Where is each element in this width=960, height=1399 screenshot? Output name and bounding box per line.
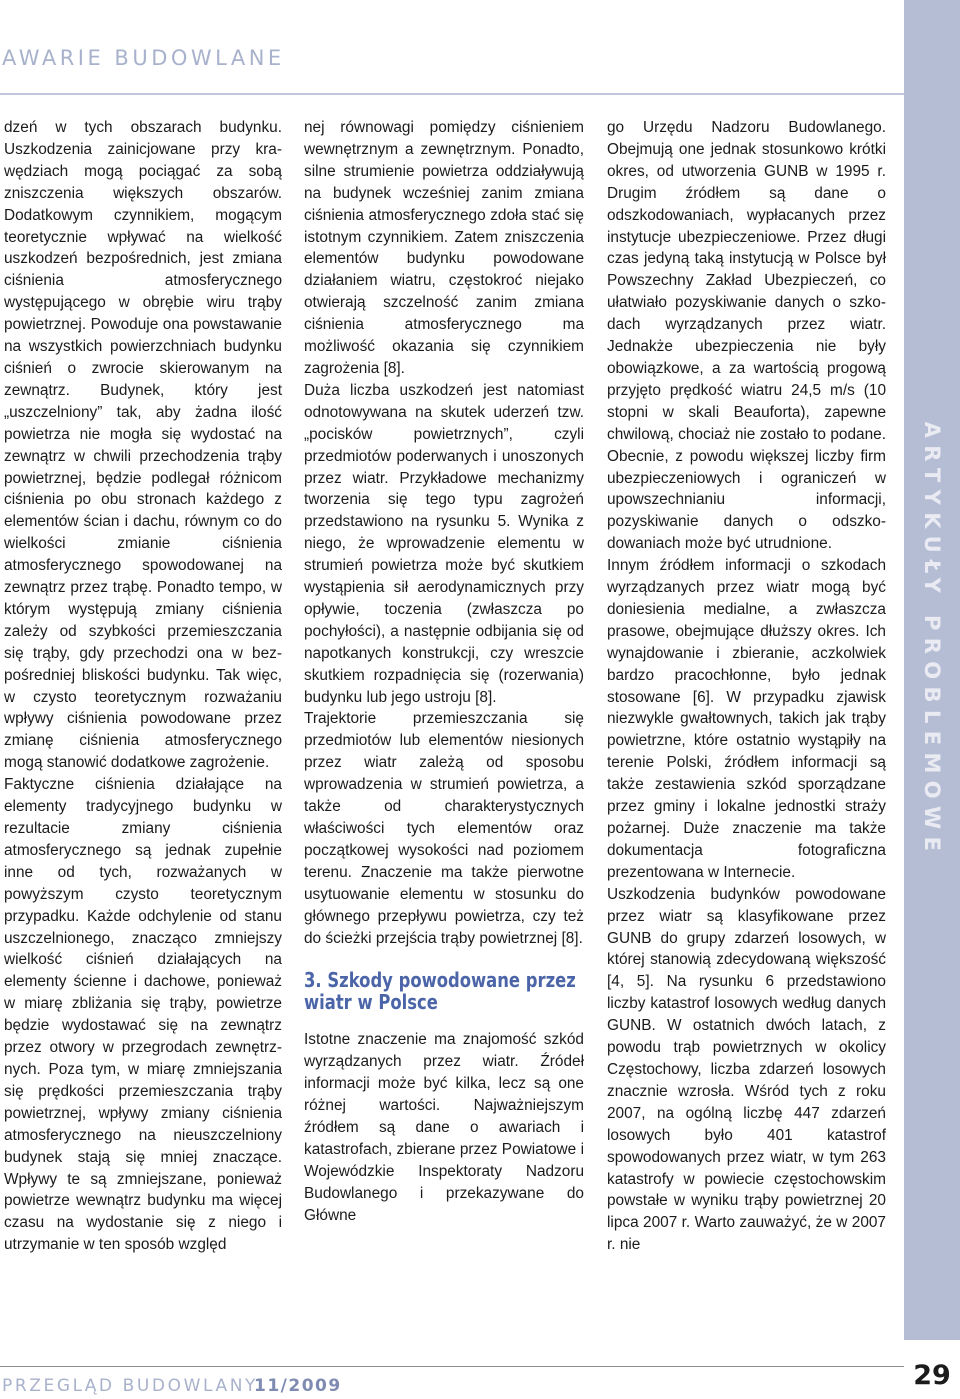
issue-number: 11/2009 xyxy=(254,1376,342,1396)
paragraph: Faktyczne ciśnienia działające na elementy tradycyjnego budynku w rezultacie zmiany ciśnienia atmosferycznego są jednak zupełnie inne od tych, rozważanych w powyższym czysto teoretycznym przypadku. Każde odchylenie od stanu uszczelnionego, znacząco zmniejszy wielkość ciśnień działających na elementy ścienne i dachowe, ponieważ w miarę zbliżania się trąby, powietrze będzie wydostawać się na zewnątrz przez otwory w przegrodach zewnętrznych. Poza tym, w miarę zmniejszania się prędkości przemieszczania trąby powietrznej, wpływy zmiany ciśnienia atmosferycznego na nieuszczelniony budynek stają się mniej znaczące. Wpływy te są zmniejszane, ponieważ powietrze wewnątrz budynku ma więcej czasu na wydostanie się z niego i utrzymanie w ten sposób względ xyxy=(4,776,282,1254)
paragraph: go Urzędu Nadzoru Budowlanego. Obejmują one jednak stosunkowo krótki okres, od utworzenia GUNB w 1995 r. Drugim źródłem są dane o odszkodowaniach, wypłacanych przez instytucje ubezpieczeniowe. Przez długi czas jedyną taką instytucją w Polsce był Powszechny Zakład Ubezpieczeń, co ułatwiało pozyskiwanie danych o szkodach wyrządzanych przez wiatr. Jednakże ubezpieczenia nie były obowiązkowe, a za wartością progową przyjęto prędkość wiatru 24,5 m/s (10 stopni w skali Beauforta), zapewne chwilową, chociaż nie zostało to podane. Obecnie, z powodu większej liczby firm ubezpieczeniowych i ograniczeń w upowszechnianiu informacji, pozyskiwanie danych o odszkodowaniach może być utrudnione. xyxy=(607,119,886,553)
paragraph: dzeń w tych obszarach budynku. Uszkodzenia zainicjowane przy krawędziach mogą pociągać za sobą zniszczenia większych obszarów. Dodatkowym czynnikiem, mogącym teoretycznie wpływać na wielkość uszkodzeń bezpośrednich, jest zmiana ciśnienia atmosferycznego występującego w obrębie wiru trąby powietrznej. Powoduje ona powstawanie na wszystkich powierzchniach budynku ciśnień o zwrocie skierowanym na zewnątrz. Budynek, który jest „uszczelniony” tak, aby żadna ilość powietrza nie mogła się wydostać na zewnątrz w chwili przechodzenia trąby powietrznej, będzie podlegał różnicom ciśnienia po obu stronach każdego z elementów ścian i dachu, równym co do wielkości zmianie ciśnienia atmosferycznego spowodowanej na zewnątrz przez trąbę. Ponadto tempo, w którym występują zmiany ciśnienia zależy od szybkości przemieszczania się trąby, gdy przechodzi ona w bezpośredniej bliskości budynku. Tak więc, w czysto teoretycznym rozważaniu wpływy ciśnienia powodowane przez zmianę ciśnienia atmosferycznego mogą stanowić dodatkowe zagrożenie. xyxy=(4,119,282,772)
paragraph: Duża liczba uszkodzeń jest natomiast odnotowywana na skutek uderzeń tzw. „pocisków powietrznych”, czyli przedmiotów poderwanych i unoszonych przez wiatr. Przykładowe mechanizmy tworzenia się tego typu zagrożeń przedstawiono na rysunku 5. Wynika z niego, że wprowadzenie elementu w strumień powietrza może być skutkiem wystąpienia sił aerodynamicznych przy opływie, toczenia (zwłaszcza po pochyłości), a następnie odbijania się od napotkanych konstrukcji, czy wreszcie skutkiem rozpadnięcia się (rozerwania) budynku lub jego ustroju [8]. xyxy=(304,381,584,706)
page-number: 29 xyxy=(913,1360,951,1391)
footer-divider xyxy=(0,1366,904,1367)
paragraph: Innym źródłem informacji o szkodach wyrządzanych przez wiatr mogą być doniesienia medialne, a zwłaszcza prasowe, obejmujące dłuższy okres. Ich wynajdowanie i zbieranie, aczkolwiek bardzo pracochłonne, było jednak stosowane [6]. W przypadku zjawisk niezwykle gwałtownych, takich jak trąby powietrzne, które ostatnio wystąpiły na terenie Polski, źródłem informacji są także zestawienia szkód sporządzane przez gminy i lokalne jednostki straży pożarnej. Duże znaczenie ma także dokumentacja fotograficzna prezentowana w Internecie. xyxy=(607,557,886,881)
section-heading: 3. Szkody powodowane przez wiatr w Polsce xyxy=(304,968,576,1015)
paragraph: Uszkodzenia budynków powodowane przez wiatr są klasyfikowane przez GUNB do grupy zdarzeń losowych, w której stanowią zdecydowaną większość [4, 5]. Na rysunku 6 przedstawiono liczby katastrof losowych według danych GUNB. W ostatnich dwóch latach, z powodu trąb powietrznych w okolicy Częstochowy, liczba zdarzeń losowych znacznie wzrosła. Wśród tych z roku 2007, na ogólną liczbę 447 zdarzeń losowych było 401 katastrof spowodowanych przez wiatr, w tym 263 katastrofy w powiecie częstochowskim powstałe w wyniku trąby powietrznej 20 lipca 2007 r. Warto zauważyć, że w 2007 r. nie xyxy=(607,885,886,1254)
text-column-1 xyxy=(4,117,282,1256)
header-divider xyxy=(0,93,904,95)
text-column-2 xyxy=(304,117,584,1227)
paragraph: nej równowagi pomiędzy ciśnieniem wewnętrznym a zewnętrznym. Ponadto, silne strumienie powietrza oddziaływują na budynek wcześniej zanim zmiana ciśnienia atmosferycznego zdoła stać się istotnym czynnikiem. Zatem zniszczenia elementów budynku powodowane działaniem wiatru, częstokroć niejako otwierają szczelność zanim zmiana ciśnienia atmosferycznego ma możliwość okazania się czynnikiem zagrożenia [8]. xyxy=(304,119,584,377)
journal-name: PRZEGLĄD BUDOWLANY xyxy=(2,1376,258,1396)
paragraph: Trajektorie przemieszczania się przedmiotów lub elementów niesionych przez wiatr zależą od sposobu wprowadzenia w strumień powietrza, a także od charakterystycznych właściwości tych elementów oraz początkowej wysokości nad poziomem terenu. Znaczenie ma także pierwotne usytuowanie elementu w stosunku do głównego przepływu powietrza, czy też do ścieżki przejścia trąby powietrznej [8]. xyxy=(304,710,584,947)
section-title: AWARIE BUDOWLANE xyxy=(2,46,285,70)
paragraph: Istotne znaczenie ma znajomość szkód wyrządzanych przez wiatr. Źródeł informacji może być kilka, lecz są one różnej wartości. Najważniejszym źródłem są dane o awariach i katastrofach, zbierane przez Powiatowe i Wojewódzkie Inspektoraty Nadzoru Budowlanego i przekazywane do Główne xyxy=(304,1031,584,1224)
sidebar-section-label: ARTYKUŁY PROBLEMOWE xyxy=(920,421,944,859)
text-column-3 xyxy=(607,117,886,1256)
